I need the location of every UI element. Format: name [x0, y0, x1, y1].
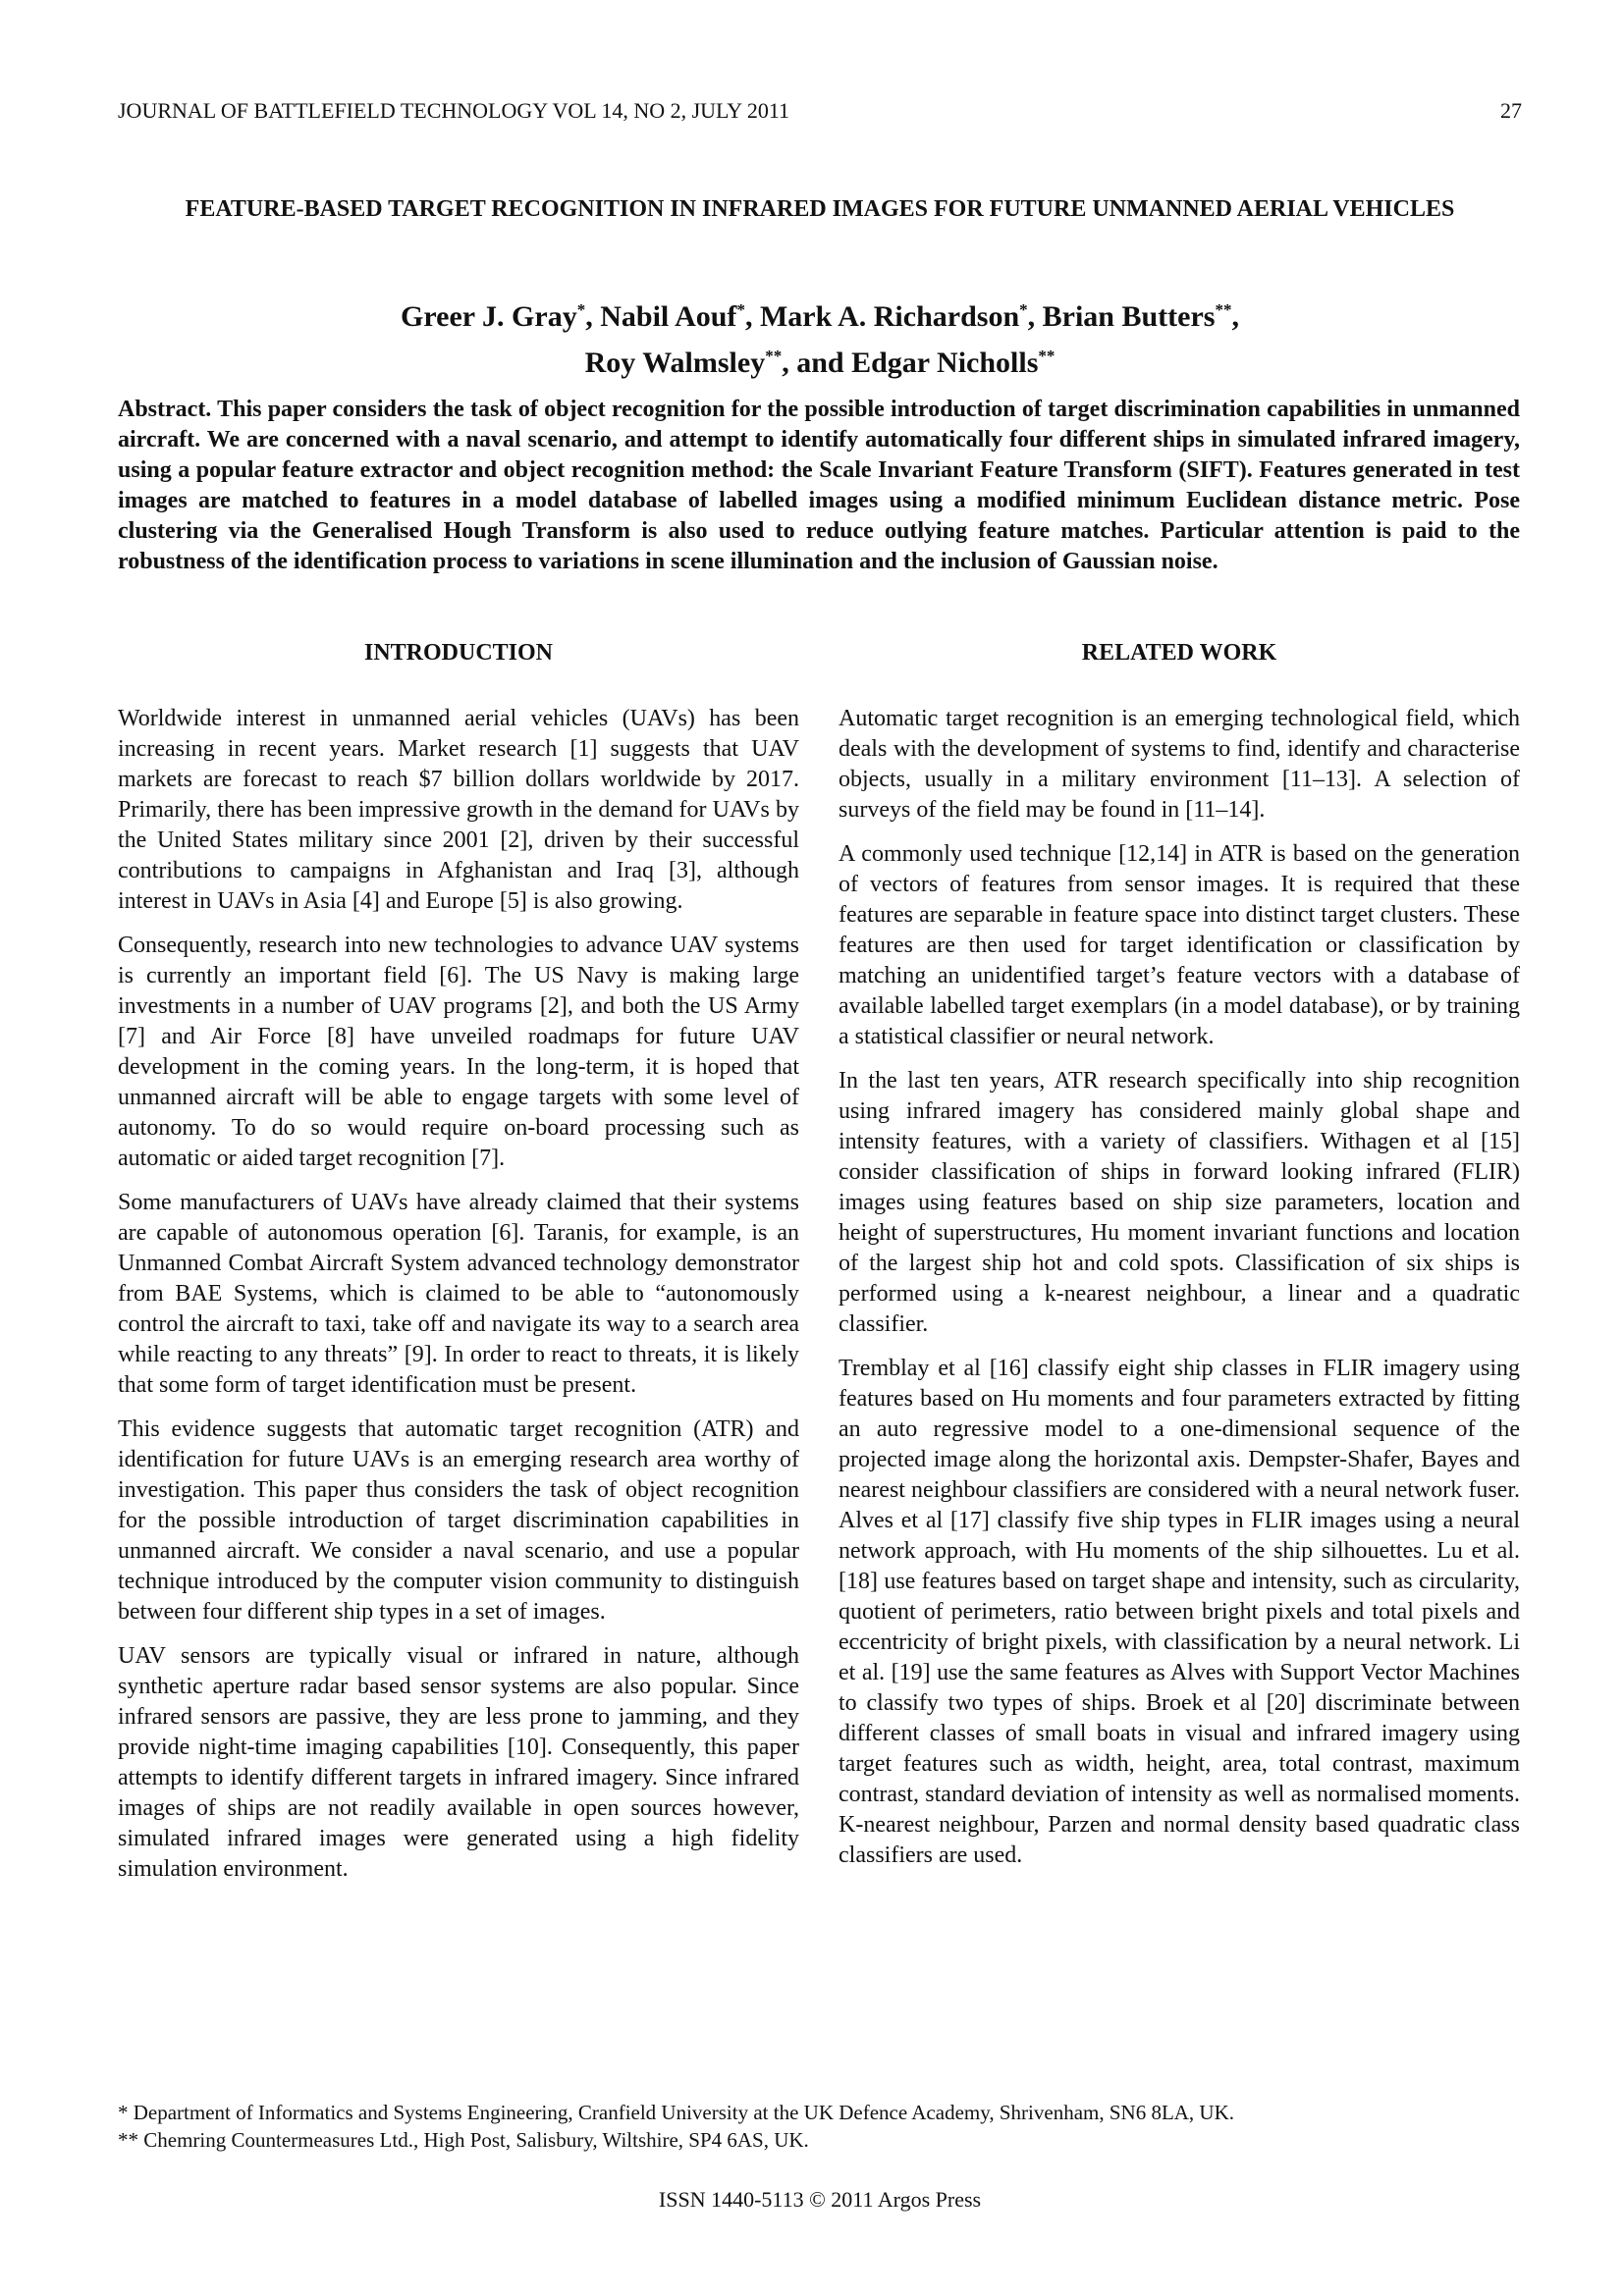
paragraph: UAV sensors are typically visual or infrared in nature, although synthetic aperture radar based sensor systems are also popular. Since infrared sensors are passive, they are less prone to jamming, and they provide night-time imaging capabilities [10]. Consequently, this paper attempts to identify different targets in infrared imagery. Since infrared images of ships are not readily available in open sources however, simulated infrared images were generated using a high fidelity simulation environment.	[118, 1643, 799, 1882]
page-number: 27	[1500, 98, 1522, 123]
left-column	[118, 638, 799, 1898]
paragraph: In the last ten years, ATR research specifically into ship recognition using infrared imagery has considered mainly global shape and intensity features, with a variety of classifiers. Withagen et al [15] consider classification of ships in forward looking infrared (FLIR) images using features based on ship size parameters, location and height of superstructures, Hu moment invariant functions and location of the largest ship hot and cold spots. Classification of six ships is performed using a k-nearest neighbour, a linear and a quadratic classifier.	[839, 1068, 1520, 1337]
paragraph: Automatic target recognition is an emerging technological field, which deals with the development of systems to find, identify and characterise objects, usually in a military environment [11–13]. A selection of surveys of the field may be found in [11–14].	[839, 706, 1520, 823]
author: Greer J. Gray*,	[401, 300, 601, 333]
author: Brian Butters**,	[1042, 300, 1239, 333]
section-heading: RELATED WORK	[1081, 640, 1277, 666]
paragraph: Tremblay et al [16] classify eight ship classes in FLIR imagery using features based on Hu moments and four parameters extracted by fitting an auto regressive model to a one-dimensional sequence of the projected image along the horizontal axis. Dempster-Shafer, Bayes and nearest neighbour classifiers are considered with a neural network fuser. Alves et al [17] classify five ship types in FLIR images using a neural network approach, with Hu moments of the ship silhouettes. Lu et al. [18] use features based on target shape and intensity, such as circularity, quotient of perimeters, ratio between bright pixels and total pixels and eccentricity of bright pixels, with classification by a neural network. Li et al. [19] use the same features as Alves with Support Vector Machines to classify two types of ships. Broek et al [20] discriminate between different classes of small boats in visual and infrared imagery using target features such as width, height, area, total contrast, maximum contrast, standard deviation of intensity as well as normalised moments. K-nearest neighbour, Parzen and normal density based quadratic class classifiers are used.	[839, 1356, 1520, 1868]
author: Edgar Nicholls**	[851, 347, 1056, 379]
author: Nabil Aouf*,	[600, 300, 760, 333]
author: Roy Walmsley**, and	[584, 347, 852, 379]
abstract: Abstract. This paper considers the task of object recognition for the possible introduction of target discrimination capabilities in unmanned aircraft. We are concerned with a naval scenario, and attempt to identify automatically four different ships in simulated infrared imagery, using a popular feature extractor and object recognition method: the Scale Invariant Feature Transform (SIFT). Features generated in test images are matched to features in a model database of labelled images using a modified minimum Euclidean distance metric. Pose clustering via the Generalised Hough Transform is also used to reduce outlying feature matches. Particular attention is paid to the robustness of the identification process to variations in scene illumination and the inclusion of Gaussian noise.	[118, 397, 1520, 574]
author: Mark A. Richardson*,	[759, 300, 1043, 333]
author-list	[118, 291, 1522, 383]
right-column	[839, 638, 1520, 1885]
section-heading: INTRODUCTION	[363, 640, 554, 666]
paragraph: Some manufacturers of UAVs have already claimed that their systems are capable of autonomous operation [6]. Taranis, for example, is an Unmanned Combat Aircraft System advanced technology demonstrator from BAE Systems, which is claimed to be able to “autonomously control the aircraft to taxi, take off and navigate its way to a search area while reacting to any threats” [9]. In order to react to threats, it is likely that some form of target identification must be present.	[118, 1190, 799, 1398]
paragraph: This evidence suggests that automatic target recognition (ATR) and identification for future UAVs is an emerging research area worthy of investigation. This paper thus considers the task of object recognition for the possible introduction of target discrimination capabilities in unmanned aircraft. We consider a naval scenario, and use a popular technique introduced by the computer vision community to distinguish between four different ship types in a set of images.	[118, 1416, 799, 1625]
issn-footer: ISSN 1440-5113 © 2011 Argos Press	[658, 2187, 982, 2212]
running-header	[118, 98, 1522, 124]
footnotes	[118, 2099, 1522, 2154]
paper-title: FEATURE-BASED TARGET RECOGNITION IN INFRARED IMAGES FOR FUTURE UNMANNED AERIAL VEHICLES	[185, 196, 1455, 222]
paragraph: Worldwide interest in unmanned aerial vehicles (UAVs) has been increasing in recent years. Market research [1] suggests that UAV markets are forecast to reach $7 billion dollars worldwide by 2017. Primarily, there has been impressive growth in the demand for UAVs by the United States military since 2001 [2], driven by their successful contributions to campaigns in Afghanistan and Iraq [3], although interest in UAVs in Asia [4] and Europe [5] is also growing.	[118, 706, 799, 914]
journal-name: JOURNAL OF BATTLEFIELD TECHNOLOGY VOL 14, NO 2, JULY 2011	[118, 98, 790, 123]
footnote: ** Chemring Countermeasures Ltd., High Post, Salisbury, Wiltshire, SP4 6AS, UK.	[118, 2128, 809, 2152]
paragraph: A commonly used technique [12,14] in ATR is based on the generation of vectors of features from sensor images. It is required that these features are separable in feature space into distinct target clusters. These features are then used for target identification or classification by matching an unidentified target’s feature vectors with a database of available labelled target exemplars (in a model database), or by training a statistical classifier or neural network.	[839, 841, 1520, 1049]
paragraph: Consequently, research into new technologies to advance UAV systems is currently an important field [6]. The US Navy is making large investments in a number of UAV programs [2], and both the US Army [7] and Air Force [8] have unveiled roadmaps for future UAV development in the coming years. In the long-term, it is hoped that unmanned aircraft will be able to engage targets with some level of autonomy. To do so would require on-board processing such as automatic or aided target recognition [7].	[118, 933, 799, 1171]
footnote: * Department of Informatics and Systems Engineering, Cranfield University at the UK Defence Academy, Shrivenham, SN6 8LA, UK.	[118, 2101, 1235, 2124]
